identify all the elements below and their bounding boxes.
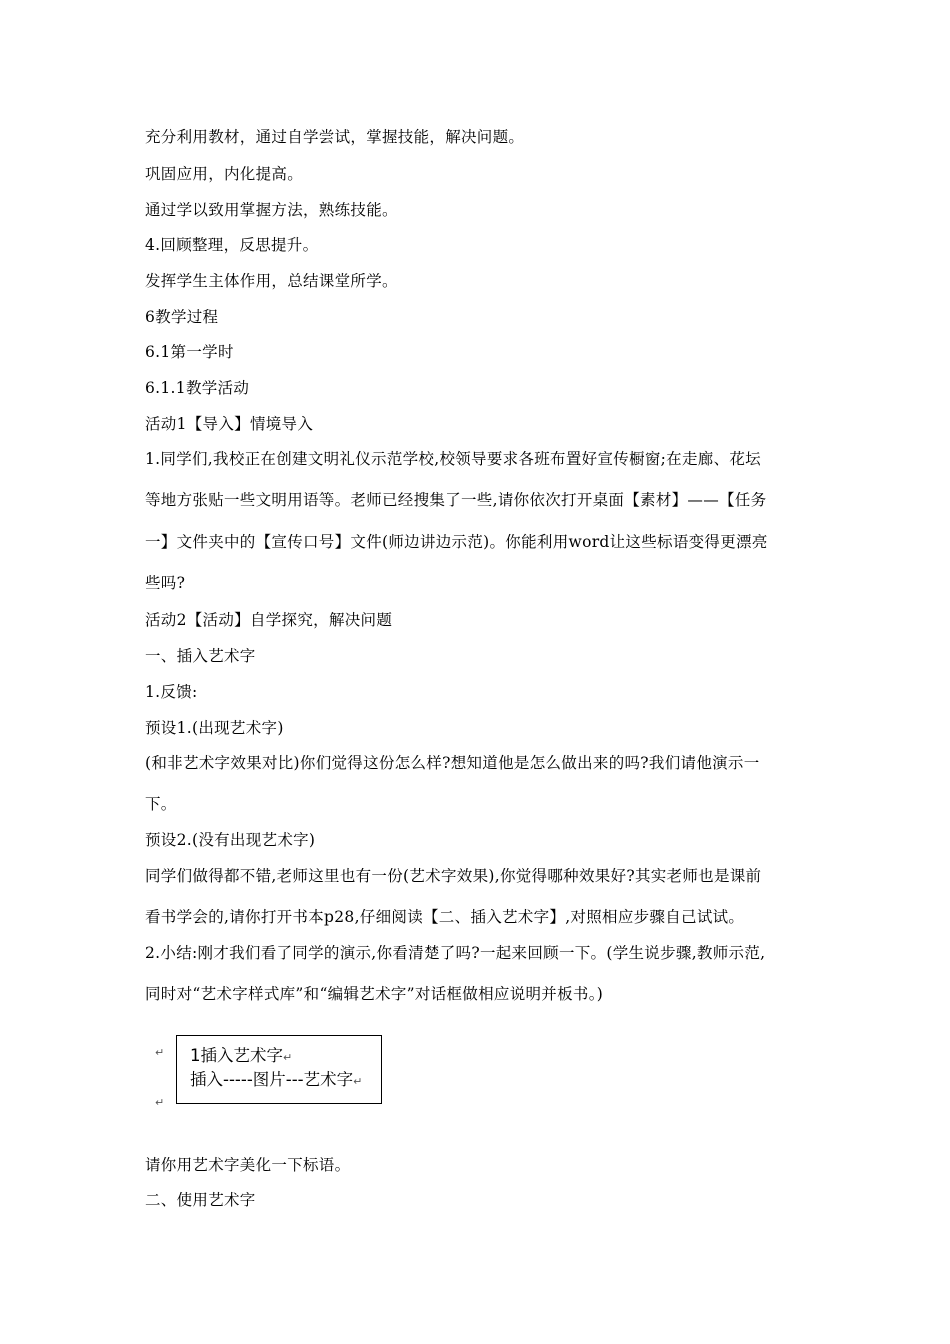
paragraph: 1.反馈: <box>145 683 198 701</box>
section-heading: 6.1第一学时 <box>145 343 234 361</box>
board-line-2: 插入-----图片---艺术字↵ <box>190 1070 363 1089</box>
paragraph: 看书学会的,请你打开书本p28,仔细阅读【二、插入艺术字】,对照相应步骤自己试试。 <box>145 908 745 926</box>
paragraph: 1.同学们,我校正在创建文明礼仪示范学校,校领导要求各班布置好宣传橱窗;在走廊、花坛 <box>145 450 761 468</box>
paragraph: 同学们做得都不错,老师这里也有一份(艺术字效果),你觉得哪种效果好?其实老师也是课前 <box>145 867 762 885</box>
section-heading: 6.1.1教学活动 <box>145 379 250 397</box>
paragraph: 预设2.(没有出现艺术字) <box>145 831 316 849</box>
paragraph-mark-icon: ↵ <box>155 1046 165 1059</box>
activity-heading: 活动1【导入】情境导入 <box>145 415 314 433</box>
paragraph-mark-icon: ↵ <box>353 1075 363 1088</box>
paragraph: 通过学以致用掌握方法，熟练技能。 <box>145 201 398 219</box>
paragraph: 充分利用教材，通过自学尝试，掌握技能，解决问题。 <box>145 128 525 146</box>
paragraph: 同时对“艺术字样式库”和“编辑艺术字”对话框做相应说明并板书。) <box>145 985 604 1003</box>
subheading: 一、插入艺术字 <box>145 647 256 665</box>
paragraph: 些吗? <box>145 574 186 592</box>
section-heading: 6教学过程 <box>145 308 219 326</box>
paragraph: 4.回顾整理，反思提升。 <box>145 236 319 254</box>
paragraph-mark-icon: ↵ <box>155 1096 165 1109</box>
paragraph-mark-icon: ↵ <box>283 1051 293 1064</box>
paragraph: 请你用艺术字美化一下标语。 <box>145 1156 351 1174</box>
paragraph: 预设1.(出现艺术字) <box>145 719 284 737</box>
paragraph: 等地方张贴一些文明用语等。老师已经搜集了一些,请你依次打开桌面【素材】——【任务 <box>145 491 767 509</box>
paragraph: 2.小结:刚才我们看了同学的演示,你看清楚了吗?一起来回顾一下。(学生说步骤,教师示范, <box>145 944 766 962</box>
paragraph: 巩固应用，内化提高。 <box>145 165 304 183</box>
paragraph: 发挥学生主体作用，总结课堂所学。 <box>145 272 398 290</box>
board-line-1: 1插入艺术字↵ <box>190 1046 293 1065</box>
subheading: 二、使用艺术字 <box>145 1191 256 1209</box>
paragraph: 一】文件夹中的【宣传口号】文件(师边讲边示范)。你能利用word让这些标语变得更漂亮 <box>145 533 768 551</box>
board-writing-box <box>176 1035 382 1104</box>
paragraph: 下。 <box>145 795 177 813</box>
activity-heading: 活动2【活动】自学探究，解决问题 <box>145 611 393 629</box>
paragraph: (和非艺术字效果对比)你们觉得这份怎么样?想知道他是怎么做出来的吗?我们请他演示一 <box>145 754 760 772</box>
